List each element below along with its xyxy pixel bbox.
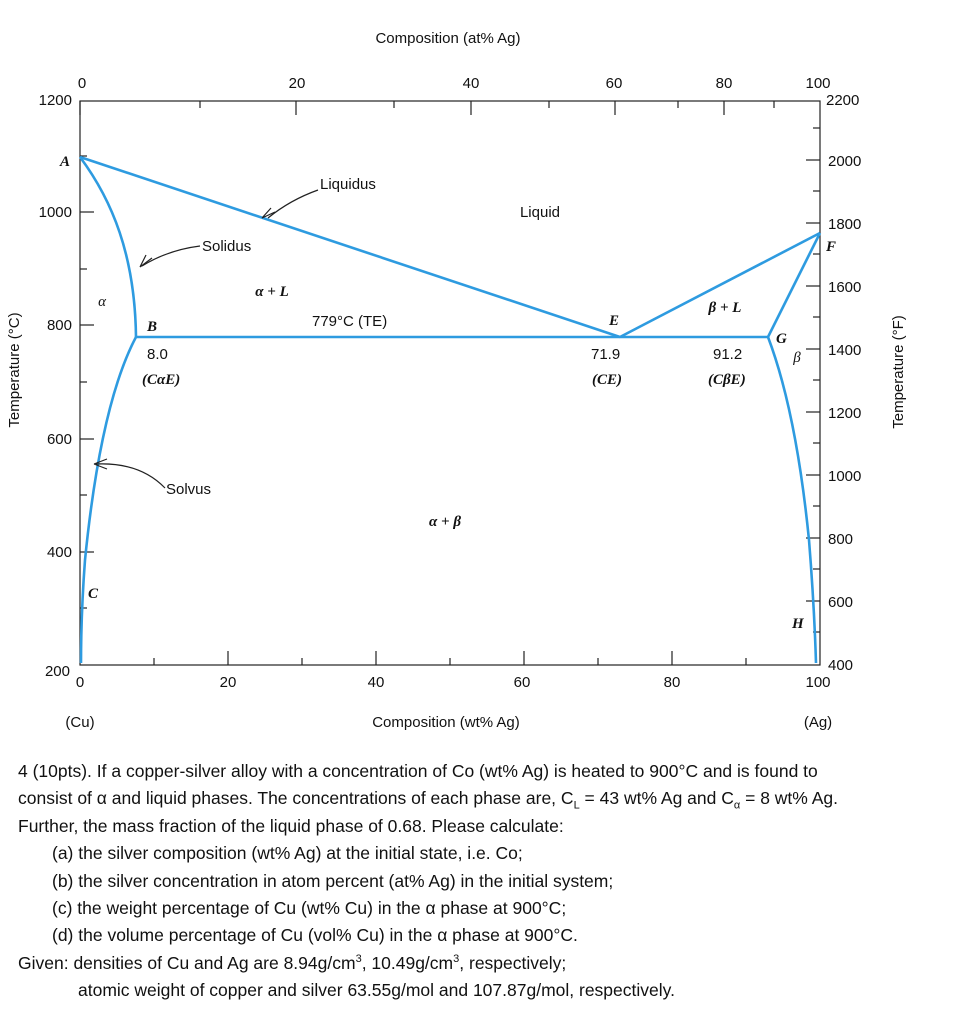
problem-line: consist of α and liquid phases. The concentrations of each phase are, $C_L = 43$ wt% Ag and $C_\alpha = 8$ wt% Ag. [18,788,839,812]
solvus-left-curve [81,337,136,663]
phase-boundaries [80,157,820,663]
left-tick-label: 1200 [38,92,72,109]
left-tick-label: 200 [44,663,70,680]
copper-end-label: (Cu) [65,714,95,731]
point-b-label: B [147,319,158,335]
bottom-tick-label: 60 [513,674,531,691]
point-f-label: F [826,239,837,255]
beta-region-label: β [793,350,801,366]
question-item: (d) the volume percentage of Cu (vol% Cu) in the α phase at 900°C. [52,925,578,946]
top-axis-title: Composition (at% Ag) [375,30,521,47]
liquid-subscript: L [573,799,580,812]
e-composition-value: 71.9 [591,346,621,363]
top-tick-label: 60 [605,75,623,92]
bottom-tick-label: 80 [663,674,681,691]
eutectic-temperature-label: 779°C (TE) [312,313,388,330]
question-item: (b) the silver concentration in atom percent (at% Ag) in the initial system; [52,870,614,891]
b-composition-value: 8.0 [147,346,168,363]
bottom-tick-label: 0 [75,674,85,691]
liquidus-right-line [620,233,820,337]
right-tick-label: 2000 [828,153,862,170]
left-tick-label: 600 [46,431,72,448]
question-item: (c) the weight percentage of Cu (wt% Cu) in the α phase at 900°C; [52,898,567,919]
left-axis-title: Temperature (°C) [6,312,23,428]
alpha-subscript: α [733,799,741,812]
alpha-liquid-region-label: α + L [255,284,289,300]
g-composition-name: (CβE) [708,372,746,388]
solidus-label: Solidus [202,238,252,255]
top-tick-label: 40 [462,75,480,92]
right-tick-label: 2200 [826,92,860,109]
right-tick-label: 1800 [828,216,862,233]
alpha-beta-region-label: α + β [428,514,462,530]
right-axis-ticks [806,128,820,632]
point-e-label: E [609,313,620,329]
beta-liquid-region-label: β + L [708,300,742,316]
left-tick-label: 1000 [38,204,72,221]
top-tick-label: 20 [288,75,306,92]
alpha-region-label: α [98,294,106,310]
solvus-right-curve [768,337,816,663]
e-composition-name: (CE) [592,372,622,388]
right-tick-label: 400 [828,657,854,674]
g-composition-value: 91.2 [713,346,743,363]
right-tick-label: 1400 [828,342,862,359]
top-axis-ticks [80,101,774,115]
solidus-right-line [768,233,820,337]
silver-end-label: (Ag) [803,714,833,731]
given-line: atomic weight of copper and silver 63.55g/mol and 107.87g/mol, respectively. [78,980,675,1001]
right-tick-label: 600 [828,594,854,611]
bottom-tick-label: 40 [367,674,385,691]
right-tick-label: 1600 [828,279,862,296]
problem-statement [18,758,963,1005]
question-item: (a) the silver composition (wt% Ag) at the initial state, i.e. Co; [52,843,523,864]
point-g-label: G [776,331,787,347]
bottom-tick-label: 100 [805,674,831,691]
left-tick-label: 800 [46,317,72,334]
top-tick-label: 100 [805,75,831,92]
bottom-axis-title: Composition (wt% Ag) [372,714,520,731]
point-h-label: H [792,616,804,632]
left-tick-label: 400 [46,544,72,561]
problem-line: Further, the mass fraction of the liquid phase of 0.68. Please calculate: [18,815,564,836]
liquidus-label: Liquidus [320,176,376,193]
bottom-axis-ticks [154,651,746,665]
given-line: Given: densities of Cu and Ag are $8.94g/cm^3$, $10.49g/cm^3$, respectively; [18,952,567,973]
right-tick-label: 1200 [828,405,862,422]
solidus-left-curve [80,157,136,337]
solvus-label: Solvus [166,481,212,498]
bottom-tick-label: 20 [219,674,237,691]
right-tick-label: 1000 [828,468,862,485]
b-composition-name: (CαE) [142,372,181,388]
top-tick-label: 80 [715,75,733,92]
right-tick-label: 800 [828,531,854,548]
right-axis-title: Temperature (°F) [890,315,907,429]
point-c-label: C [88,586,99,602]
point-a-label: A [60,154,71,170]
top-tick-label: 0 [77,75,87,92]
annotation-arrows [94,190,318,488]
problem-line: 4 (10pts). If a copper-silver alloy with a concentration of Co (wt% Ag) is heated to 900°C and is found to [18,761,818,781]
liquid-region-label: Liquid [519,204,561,221]
